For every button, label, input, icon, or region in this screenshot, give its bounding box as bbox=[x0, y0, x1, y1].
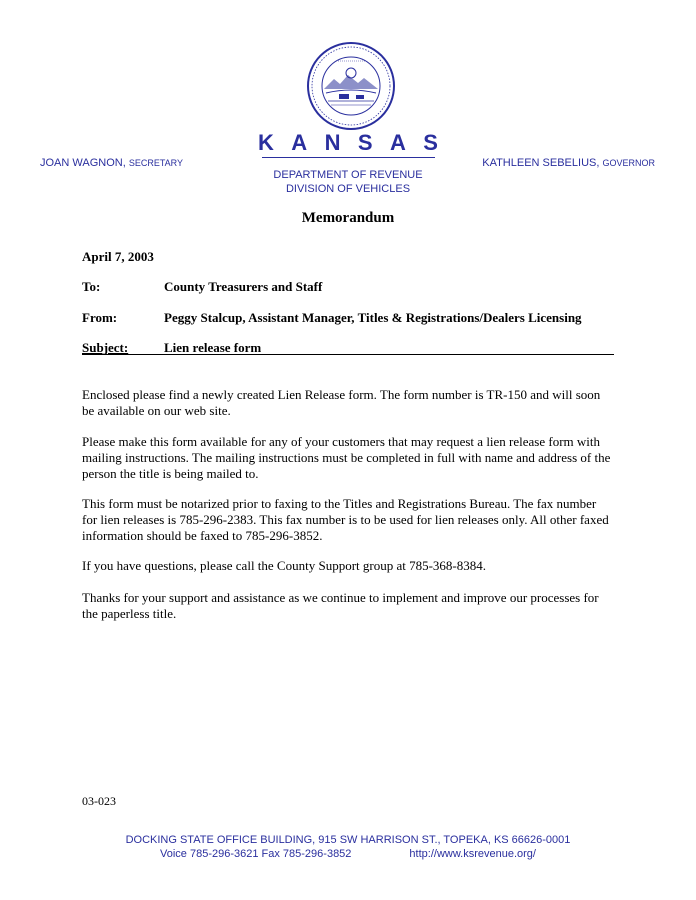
to-label: To: bbox=[82, 279, 101, 294]
secretary-credit: JOAN WAGNON, SECRETARY bbox=[40, 157, 184, 169]
footer-website[interactable]: http://www.ksrevenue.org/ bbox=[409, 848, 536, 860]
subject-value: Lien release form bbox=[164, 340, 262, 355]
body-paragraph: If you have questions, please call the County Support group at 785-368-8384. bbox=[82, 558, 487, 573]
division-name: DIVISION OF VEHICLES bbox=[285, 183, 411, 195]
memo-title: Memorandum bbox=[301, 210, 395, 226]
department-block bbox=[0, 168, 696, 196]
governor-name: KATHLEEN SEBELIUS bbox=[482, 157, 597, 169]
from-value: Peggy Stalcup, Assistant Manager, Titles & Registrations/Dealers Licensing bbox=[164, 310, 582, 325]
footer bbox=[0, 833, 696, 861]
footer-address: DOCKING STATE OFFICE BUILDING, 915 SW HARRISON ST., TOPEKA, KS 66626-0001 bbox=[125, 834, 571, 846]
governor-title: GOVERNOR bbox=[602, 158, 655, 168]
secretary-title: SECRETARY bbox=[128, 158, 184, 168]
wordmark-letter: A bbox=[389, 130, 406, 155]
wordmark-letter: A bbox=[291, 130, 308, 155]
wordmark-letter: S bbox=[357, 130, 373, 155]
department-name: DEPARTMENT OF REVENUE bbox=[273, 169, 423, 181]
to-value: County Treasurers and Staff bbox=[164, 279, 323, 294]
subject-underline bbox=[82, 354, 614, 355]
memo-reference-number: 03-023 bbox=[82, 794, 116, 808]
body-paragraph: This form must be notarized prior to faxing to the Titles and Registrations Bureau. The fax number for lien releases is 785-296-2383. This fax number is to be used for lien releases only. All other faxed information should be faxed to 785-296-3852. bbox=[82, 496, 609, 543]
body-paragraph: Thanks for your support and assistance as we continue to implement and improve our processes for the paperless title. bbox=[82, 590, 599, 621]
from-label: From: bbox=[82, 310, 118, 325]
body-paragraph: Please make this form available for any of your customers that may request a lien release form with mailing instructions. The mailing instructions must be completed in full with name and address of the person the title is being mailed to. bbox=[82, 434, 611, 481]
state-wordmark bbox=[258, 129, 438, 157]
footer-phone-fax: Voice 785-296-3621 Fax 785-296-3852 bbox=[160, 848, 352, 860]
body-paragraph: Enclosed please find a newly created Lien Release form. The form number is TR-150 and will soon be available on our web site. bbox=[82, 387, 601, 418]
wordmark-letter: S bbox=[423, 130, 438, 155]
wordmark-rule bbox=[262, 157, 435, 158]
memo-date: April 7, 2003 bbox=[82, 249, 154, 264]
wordmark-letter: N bbox=[324, 130, 341, 155]
subject-label: Subject: bbox=[82, 340, 129, 355]
kansas-state-seal-icon bbox=[306, 41, 396, 131]
governor-credit: KATHLEEN SEBELIUS, GOVERNOR bbox=[482, 157, 655, 169]
wordmark-letter: K bbox=[258, 130, 274, 155]
secretary-name: JOAN WAGNON bbox=[40, 157, 123, 169]
